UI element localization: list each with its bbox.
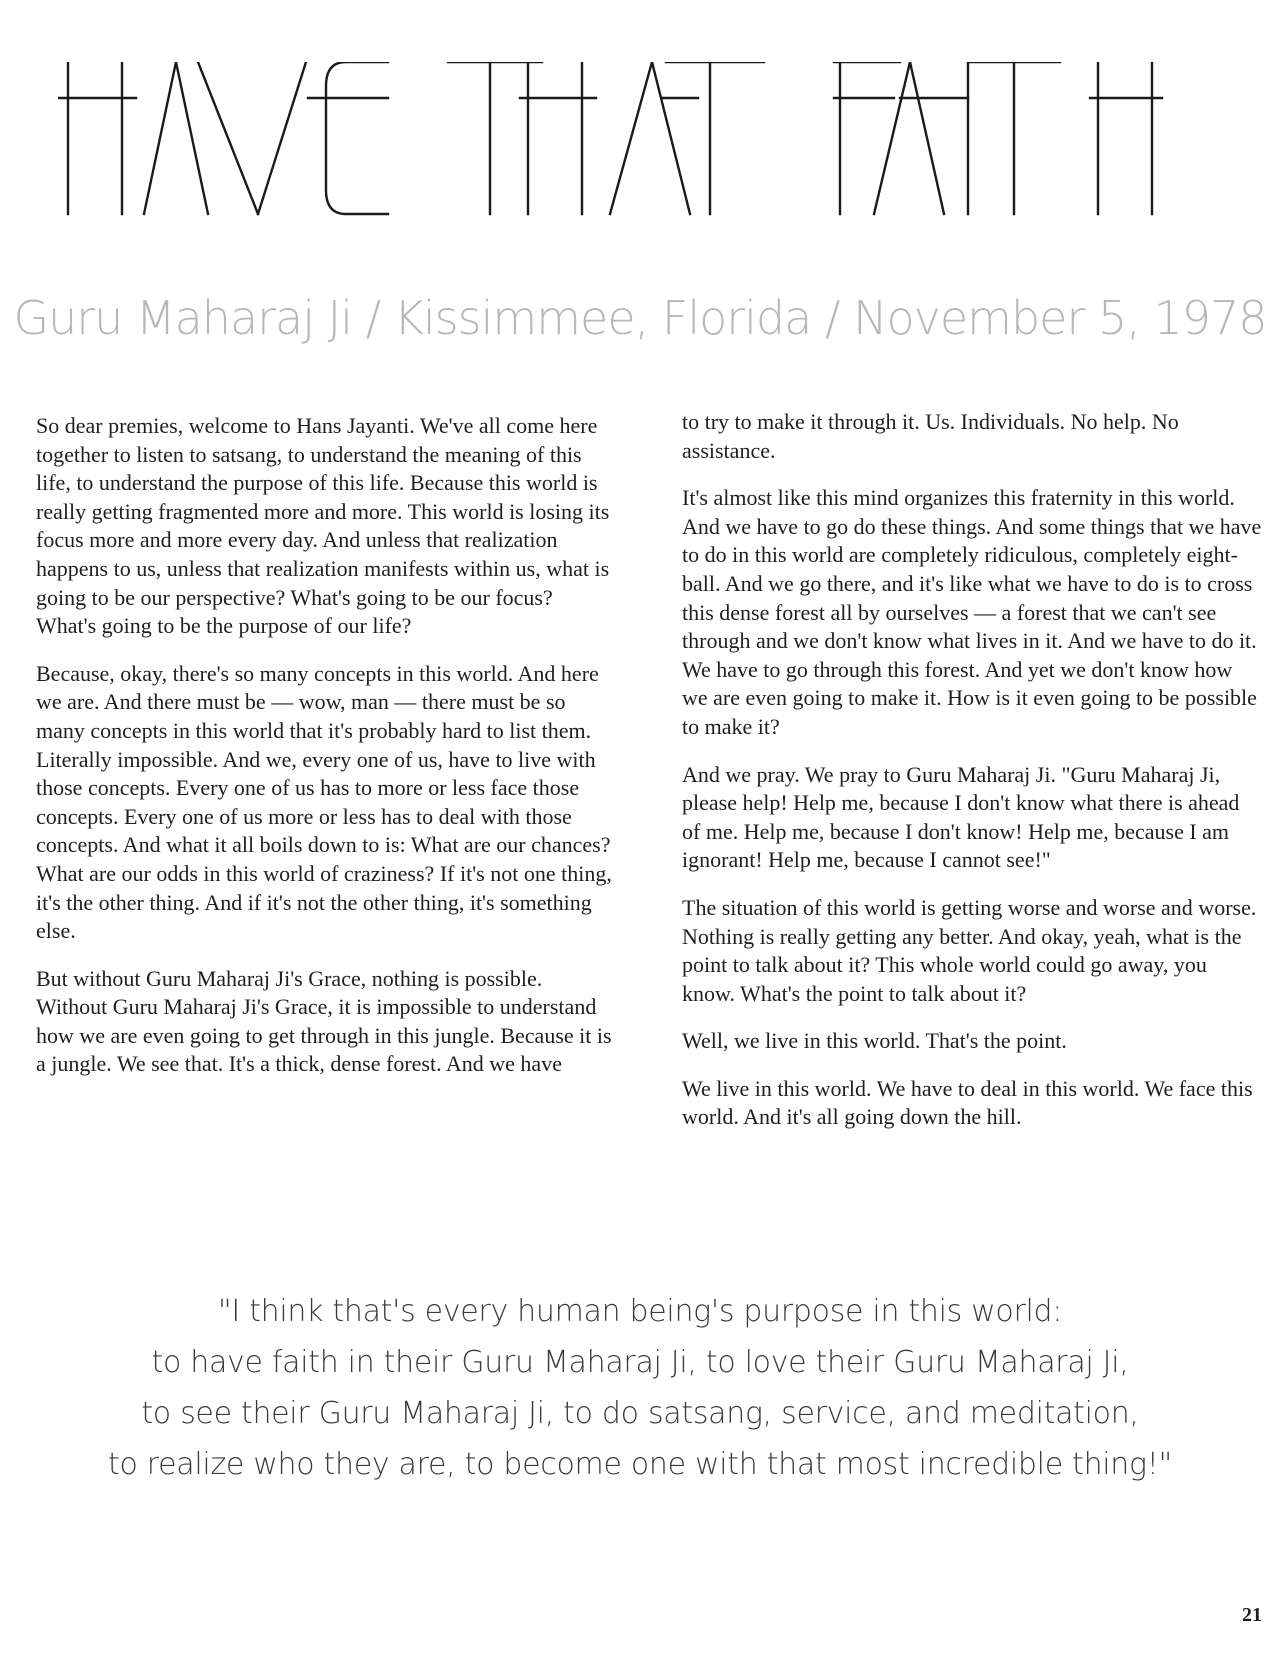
paragraph: We live in this world. We have to deal in this world. We face this world. And it's all going down the hill. <box>682 1075 1253 1130</box>
page-number: 21 <box>1242 1604 1262 1626</box>
article-title-lettering <box>58 62 1228 232</box>
pull-quote <box>0 1286 1280 1490</box>
article-title <box>58 62 1228 232</box>
text-column-right <box>682 408 1262 1151</box>
paragraph: Well, we live in this world. That's the point. <box>682 1028 1067 1054</box>
pull-quote-line: to have faith in their Guru Maharaj Ji, to love their Guru Maharaj Ji, <box>151 1345 1129 1380</box>
paragraph: The situation of this world is getting worse and worse and worse. Nothing is really getting any better. And okay, yeah, what is the point to talk about it? This whole world could go away, you know. What's the point to talk about it? <box>682 894 1257 1006</box>
text-column-left <box>36 412 616 1098</box>
pull-quote-line: "I think that's every human being's purpose in this world: <box>217 1294 1063 1329</box>
paragraph: But without Guru Maharaj Ji's Grace, nothing is possible. Without Guru Maharaj Ji's Grace, it is impossible to understand how we are even going to get through in this jungle. Because it is a jungle. We see that. It's a thick, dense forest. And we have <box>36 965 612 1077</box>
paragraph: to try to make it through it. Us. Individuals. No help. No assistance. <box>682 409 1179 463</box>
paragraph: It's almost like this mind organizes this fraternity in this world. And we have to go do these things. And some things that we have to do in this world are completely ridiculous, completely eight-ball. And we go there, and it's like what we have to do is to cross this dense forest all by ourselves — a forest that we can't see through and we don't know what lives in it. And we have to do it. We have to go through this forest. And yet we don't know how we are even going to make it. How is it even going to be possible to make it? <box>682 485 1262 739</box>
pull-quote-line: to see their Guru Maharaj Ji, to do satsang, service, and meditation, <box>141 1396 1139 1431</box>
article-byline: Guru Maharaj Ji / Kissimmee, Florida / November 5, 1978 <box>13 291 1267 345</box>
paragraph: So dear premies, welcome to Hans Jayanti. We've all come here together to listen to satsang, to understand the meaning of this life, to understand the purpose of this life. Because this world is really getting fragmented more and more. This world is losing its focus more and more every day. And unless that realization happens to us, unless that realization manifests within us, what is going to be our perspective? What's going to be our focus? What's going to be the purpose of our life? <box>36 413 610 639</box>
paragraph: And we pray. We pray to Guru Maharaj Ji. "Guru Maharaj Ji, please help! Help me, because I don't know what there is ahead of me. Help me, because I don't know! Help me, because I am ignorant! Help me, because I cannot see!" <box>682 761 1240 873</box>
paragraph: Because, okay, there's so many concepts in this world. And here we are. And there must be — wow, man — there must be so many concepts in this world that it's probably hard to list them. Literally impossible. And we, every one of us, have to live with those concepts. Every one of us has to more or less face those concepts. Every one of us more or less has to deal with those concepts. And what it all boils down to is: What are our chances? What are our odds in this world of craziness? If it's not one thing, it's the other thing. And if it's not the other thing, it's something else. <box>36 660 612 944</box>
pull-quote-line: to realize who they are, to become one with that most incredible thing!" <box>108 1447 1172 1482</box>
